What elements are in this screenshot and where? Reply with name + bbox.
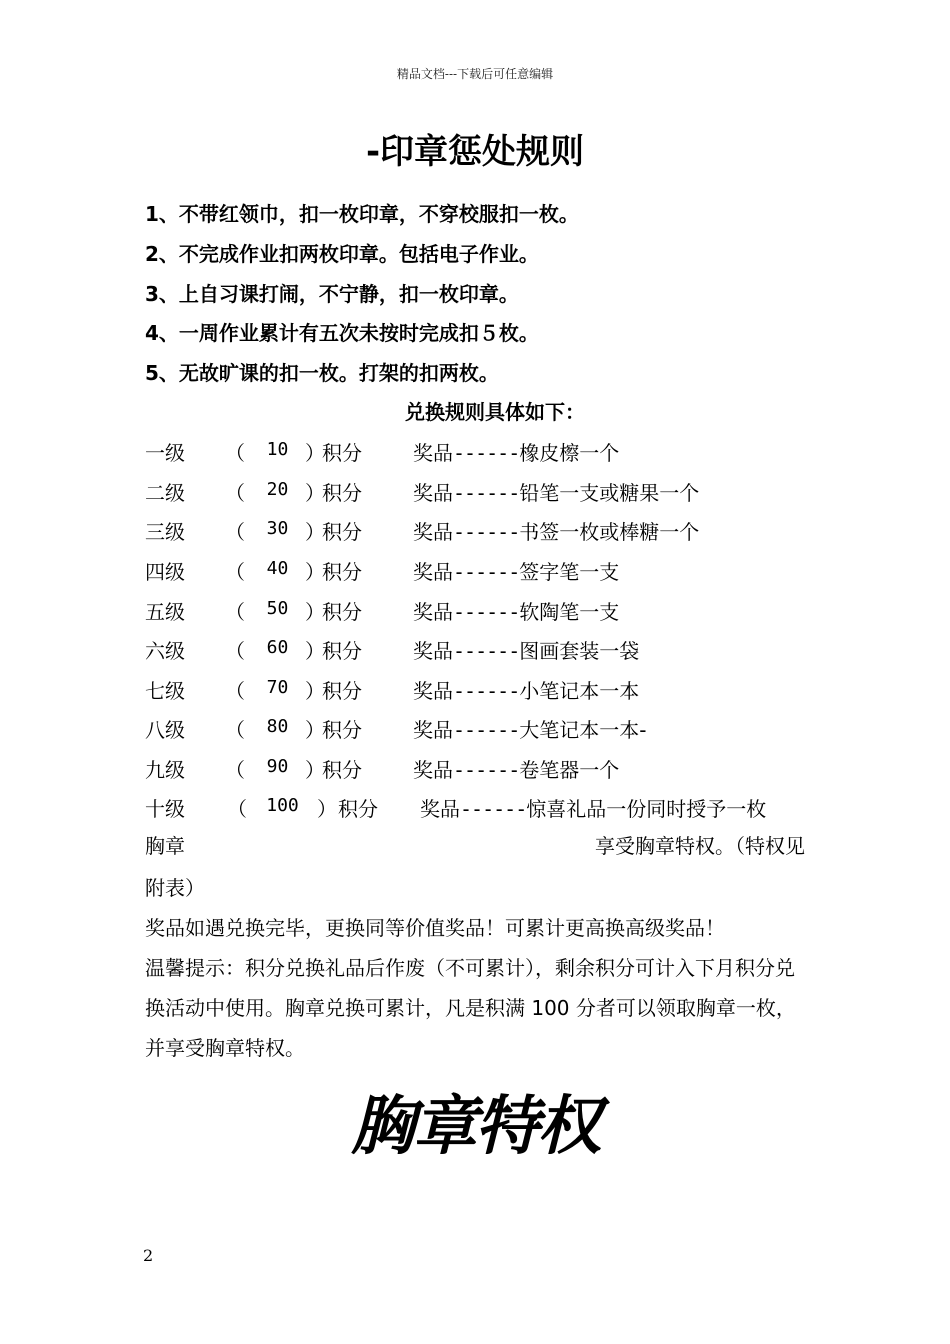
prize-cell [413, 714, 646, 743]
prize-dashes: ------ [453, 600, 520, 624]
points-unit: 积分 [322, 718, 362, 742]
points-value: 90 [266, 756, 289, 777]
prize-dashes: ------ [453, 639, 520, 663]
rule-item: 2、不完成作业扣两枚印章。包括电子作业。 [145, 242, 539, 266]
prize-label: 奖品 [413, 679, 453, 703]
points-unit: 积分 [338, 797, 378, 821]
level-label: 一级 [145, 441, 185, 465]
points-value: 40 [266, 558, 289, 579]
points-value: 30 [266, 518, 289, 539]
close-paren: ） [317, 797, 337, 821]
level-label: 三级 [145, 520, 185, 544]
close-paren: ） [305, 441, 325, 465]
prize-label: 奖品 [413, 718, 453, 742]
level-label: 八级 [145, 718, 185, 742]
prize-label: 奖品 [413, 560, 453, 584]
open-paren: （ [225, 718, 245, 742]
points-unit: 积分 [322, 560, 362, 584]
level-label: 五级 [145, 600, 185, 624]
prize-dashes: ------ [453, 679, 520, 703]
close-paren: ） [305, 758, 325, 782]
close-paren: ） [305, 600, 325, 624]
rule-item: 4、一周作业累计有五次未按时完成扣５枚。 [145, 321, 539, 345]
prize-dashes: ------ [453, 758, 520, 782]
prize-name: 大笔记本一本- [519, 718, 647, 742]
level-label: 十级 [145, 797, 185, 821]
level-label: 四级 [145, 560, 185, 584]
appendix-text: 附表） [145, 876, 205, 900]
prize-label: 奖品 [413, 758, 453, 782]
prize-label: 奖品 [413, 481, 453, 505]
prize-name: 橡皮檫一个 [519, 441, 620, 465]
prize-dashes: ------ [453, 441, 520, 465]
level-label: 九级 [145, 758, 185, 782]
points-unit: 积分 [322, 758, 362, 782]
prize-name: 惊喜礼品一份同时授予一枚 [526, 797, 767, 821]
prize-cell [413, 596, 619, 625]
level-label: 六级 [145, 639, 185, 663]
close-paren: ） [305, 560, 325, 584]
points-unit: 积分 [322, 441, 362, 465]
prize-cell [413, 556, 619, 585]
open-paren: （ [225, 600, 245, 624]
page-title: -印章惩处规则 [365, 132, 585, 172]
prize-name: 卷笔器一个 [519, 758, 620, 782]
open-paren: （ [225, 679, 245, 703]
level-label: 七级 [145, 679, 185, 703]
prize-name: 铅笔一支或糖果一个 [519, 481, 700, 505]
prize-label: 奖品 [420, 797, 460, 821]
prize-dashes: ------ [453, 481, 520, 505]
prize-cell [413, 635, 639, 664]
prize-label: 奖品 [413, 600, 453, 624]
prize-name: 签字笔一支 [519, 560, 620, 584]
prize-cell [413, 754, 619, 783]
points-value: 100 [266, 795, 299, 816]
medal-privilege-title: 胸章特权 [351, 1090, 599, 1164]
open-paren: （ [225, 639, 245, 663]
rule-item: 1、不带红领巾，扣一枚印章，不穿校服扣一枚。 [145, 202, 579, 226]
points-value: 50 [266, 598, 289, 619]
open-paren: （ [227, 797, 247, 821]
points-unit: 积分 [322, 600, 362, 624]
points-value: 20 [266, 479, 289, 500]
close-paren: ） [305, 520, 325, 544]
level-label: 二级 [145, 481, 185, 505]
prize-name: 图画套装一袋 [519, 639, 640, 663]
prize-label: 奖品 [413, 639, 453, 663]
close-paren: ） [305, 639, 325, 663]
points-unit: 积分 [322, 520, 362, 544]
medal-line-left: 胸章 [145, 834, 185, 858]
rule-item: 5、无故旷课的扣一枚。打架的扣两枚。 [145, 361, 499, 385]
prize-cell [413, 516, 699, 545]
open-paren: （ [225, 441, 245, 465]
open-paren: （ [225, 758, 245, 782]
open-paren: （ [225, 520, 245, 544]
points-unit: 积分 [322, 481, 362, 505]
prize-cell [413, 477, 699, 506]
points-value: 80 [266, 716, 289, 737]
prize-dashes: ------ [453, 718, 520, 742]
points-value: 70 [266, 677, 289, 698]
points-value: 60 [266, 637, 289, 658]
prize-dashes: ------ [460, 797, 527, 821]
paragraph-tip: 温馨提示：积分兑换礼品后作废（不可累计），剩余积分可计入下月积分兑换活动中使用。胸章兑换可累计，凡是积满 100 分者可以领取胸章一枚，并享受胸章特权。 [145, 956, 796, 1060]
points-unit: 积分 [322, 639, 362, 663]
open-paren: （ [225, 560, 245, 584]
header-note: 精品文档---下载后可任意编辑 [396, 67, 554, 81]
close-paren: ） [305, 679, 325, 703]
exchange-rules-heading: 兑换规则具体如下： [405, 400, 585, 424]
prize-name: 软陶笔一支 [519, 600, 620, 624]
page-number: 2 [143, 1246, 154, 1265]
prize-name: 书签一枚或棒糖一个 [519, 520, 700, 544]
prize-dashes: ------ [453, 520, 520, 544]
points-unit: 积分 [322, 679, 362, 703]
prize-cell [413, 437, 619, 466]
prize-name: 小笔记本一本 [519, 679, 640, 703]
open-paren: （ [225, 481, 245, 505]
medal-line-right: 享受胸章特权。（特权见 [595, 834, 805, 858]
rule-item: 3、上自习课打闹，不宁静，扣一枚印章。 [145, 282, 519, 306]
points-value: 10 [266, 439, 289, 460]
close-paren: ） [305, 718, 325, 742]
prize-cell [420, 793, 766, 822]
paragraph-prize-note: 奖品如遇兑换完毕，更换同等价值奖品！可累计更高换高级奖品！ [145, 916, 725, 940]
prize-dashes: ------ [453, 560, 520, 584]
prize-label: 奖品 [413, 441, 453, 465]
prize-cell [413, 675, 639, 704]
close-paren: ） [305, 481, 325, 505]
prize-label: 奖品 [413, 520, 453, 544]
